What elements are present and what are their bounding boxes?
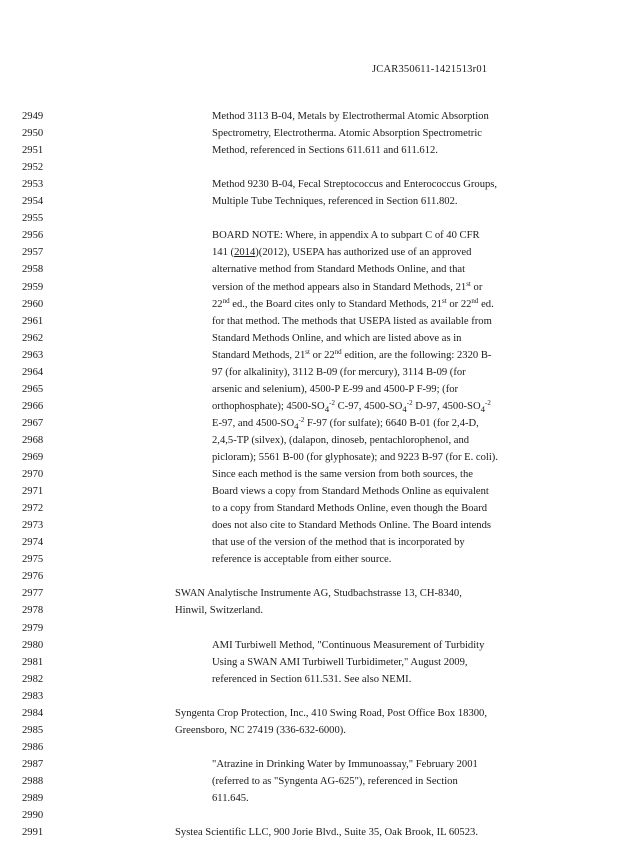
line-text: that use of the version of the method that is incorporated by — [212, 537, 465, 549]
document-line — [0, 417, 618, 434]
document-line — [0, 639, 618, 656]
line-number: 2974 — [22, 537, 44, 549]
document-line — [0, 758, 618, 775]
line-text: E-97, and $4500-SO_4^{-2}$ F-97 (for sulfate); 6640 B-01 (for 2,4-D, — [212, 415, 479, 431]
document-line — [0, 809, 618, 826]
document-line — [0, 485, 618, 502]
line-text: referenced in Section 611.531. See also NEMI. — [212, 673, 412, 685]
line-number: 2950 — [22, 128, 44, 140]
line-text: AMI Turbiwell Method, "Continuous Measurement of Turbidity — [212, 639, 485, 651]
line-number: 2977 — [22, 588, 44, 600]
document-line — [0, 570, 618, 587]
line-text: Method 9230 B-04, Fecal Streptococcus and Enterococcus Groups, — [212, 179, 498, 191]
document-line — [0, 673, 618, 690]
line-text: reference is acceptable from either source. — [212, 554, 392, 566]
line-text: SWAN Analytische Instrumente AG, Studbachstrasse 13, CH-8340, — [175, 588, 462, 600]
line-text: Spectrometry, Electrotherma. Atomic Absorption Spectrometric — [212, 128, 482, 140]
line-number: 2964 — [22, 366, 44, 378]
line-number: 2990 — [22, 810, 44, 822]
line-text: Method, referenced in Sections 611.611 and 611.612. — [212, 145, 438, 157]
line-text: to a copy from Standard Methods Online, even though the Board — [212, 503, 488, 515]
line-text: 141 (2014)(2012), USEPA has authorized use of an approved — [212, 247, 472, 259]
line-number: 2978 — [22, 605, 44, 617]
line-number: 2954 — [22, 196, 44, 208]
line-number: 2962 — [22, 332, 44, 344]
line-text: does not also cite to Standard Methods Online. The Board intends — [212, 520, 492, 532]
line-number: 2981 — [22, 656, 44, 668]
line-number: 2966 — [22, 400, 44, 412]
document-line — [0, 383, 618, 400]
document-line — [0, 161, 618, 178]
document-line — [0, 656, 618, 673]
document-line — [0, 246, 618, 263]
document-line — [0, 451, 618, 468]
line-number: 2951 — [22, 145, 44, 157]
line-text: Standard Methods, 21st or 22nd edition, are the following: 2320 B- — [212, 347, 492, 361]
document-line — [0, 604, 618, 621]
document-line — [0, 502, 618, 519]
line-number: 2991 — [22, 827, 44, 839]
line-number: 2969 — [22, 452, 44, 463]
line-number: 2949 — [22, 111, 44, 122]
line-number: 2965 — [22, 383, 44, 395]
line-text: Greensboro, NC 27419 (336-632-6000). — [175, 724, 346, 736]
line-number: 2955 — [22, 213, 44, 225]
line-text: arsenic and selenium), 4500-P E-99 and 4500-P F-99; (for — [212, 383, 459, 395]
document-line — [0, 281, 618, 298]
line-text: Using a SWAN AMI Turbiwell Turbidimeter," August 2009, — [212, 656, 468, 668]
line-number: 2979 — [22, 622, 44, 634]
line-text: Syngenta Crop Protection, Inc., 410 Swing Road, Post Office Box 18300, — [175, 707, 488, 719]
document-line — [0, 536, 618, 553]
line-text: Method 3113 B-04, Metals by Electrothermal Atomic Absorption — [212, 111, 489, 122]
document-line — [0, 127, 618, 144]
document-line — [0, 724, 618, 741]
line-number: 2973 — [22, 520, 44, 532]
line-number: 2968 — [22, 434, 44, 446]
document-line — [0, 826, 618, 843]
line-text: 611.645. — [212, 793, 249, 804]
line-text: version of the method appears also in Standard Methods, 21st or — [212, 279, 483, 293]
line-number: 2985 — [22, 724, 44, 736]
line-text: Multiple Tube Techniques, referenced in Section 611.802. — [212, 196, 458, 208]
line-number: 2953 — [22, 179, 44, 191]
document-line — [0, 775, 618, 792]
line-text: Standard Methods Online, and which are listed above as in — [212, 332, 462, 344]
document-line — [0, 263, 618, 280]
line-text: Since each method is the same version from both sources, the — [212, 469, 473, 481]
line-number: 2960 — [22, 298, 44, 310]
document-line — [0, 690, 618, 707]
document-line — [0, 366, 618, 383]
document-line — [0, 622, 618, 639]
document-line — [0, 400, 618, 417]
document-line — [0, 434, 618, 451]
line-number: 2967 — [22, 417, 44, 429]
line-text: Hinwil, Switzerland. — [175, 605, 263, 617]
document-line — [0, 741, 618, 758]
document-line — [0, 553, 618, 570]
line-number: 2986 — [22, 741, 44, 753]
document-line — [0, 178, 618, 195]
line-text: for that method. The methods that USEPA listed as available from — [212, 315, 492, 327]
line-text: Board views a copy from Standard Methods Online as equivalent — [212, 486, 489, 498]
line-number: 2971 — [22, 486, 44, 498]
line-number: 2976 — [22, 571, 44, 583]
line-number: 2959 — [22, 281, 44, 293]
line-number: 2957 — [22, 247, 44, 259]
line-number: 2989 — [22, 793, 44, 804]
line-text: alternative method from Standard Methods Online, and that — [212, 264, 466, 276]
line-text: 2,4,5-TP (silvex), (dalapon, dinoseb, pentachlorophenol, and — [212, 434, 470, 446]
document-line — [0, 792, 618, 809]
document-line — [0, 332, 618, 349]
document-line — [0, 212, 618, 229]
line-text: BOARD NOTE: Where, in appendix A to subpart C of 40 CFR — [212, 230, 480, 242]
line-text: orthophosphate); $4500-SO_4^{-2}$ C-97, $4500-SO_4^{-2}$ D-97, $4500-SO_4^{-2}$ — [212, 398, 491, 414]
line-number: 2963 — [22, 349, 44, 361]
document-line — [0, 315, 618, 332]
line-number: 2958 — [22, 264, 44, 276]
line-number: 2956 — [22, 230, 44, 242]
line-number: 2975 — [22, 554, 44, 566]
line-number: 2988 — [22, 775, 44, 787]
document-line — [0, 468, 618, 485]
line-number: 2987 — [22, 758, 44, 770]
line-number: 2982 — [22, 673, 44, 685]
document-line — [0, 229, 618, 246]
document-header: JCAR350611-1421513r01 — [372, 64, 488, 75]
document-line — [0, 144, 618, 161]
document-line — [0, 110, 618, 127]
line-number: 2983 — [22, 690, 44, 702]
document-line — [0, 349, 618, 366]
line-text: picloram); 5561 B-00 (for glyphosate); and 9223 B-97 (for E. coli). — [212, 452, 498, 463]
line-text: 97 (for alkalinity), 3112 B-09 (for mercury), 3114 B-09 (for — [212, 366, 466, 378]
line-number: 2984 — [22, 707, 44, 719]
line-text: (referred to as "Syngenta AG-625"), referenced in Section — [212, 775, 458, 787]
document-line — [0, 519, 618, 536]
document-line — [0, 707, 618, 724]
line-text: "Atrazine in Drinking Water by Immunoassay," February 2001 — [212, 758, 478, 770]
line-number: 2952 — [22, 162, 44, 174]
line-number: 2980 — [22, 639, 44, 651]
document-line — [0, 587, 618, 604]
line-text: 22nd ed., the Board cites only to Standard Methods, 21st or 22nd ed. — [212, 296, 494, 310]
line-text: Systea Scientific LLC, 900 Jorie Blvd., Suite 35, Oak Brook, IL 60523. — [175, 827, 478, 839]
document-line — [0, 195, 618, 212]
document-line — [0, 298, 618, 315]
line-number: 2970 — [22, 469, 44, 481]
line-number: 2972 — [22, 503, 44, 515]
line-number: 2961 — [22, 315, 44, 327]
